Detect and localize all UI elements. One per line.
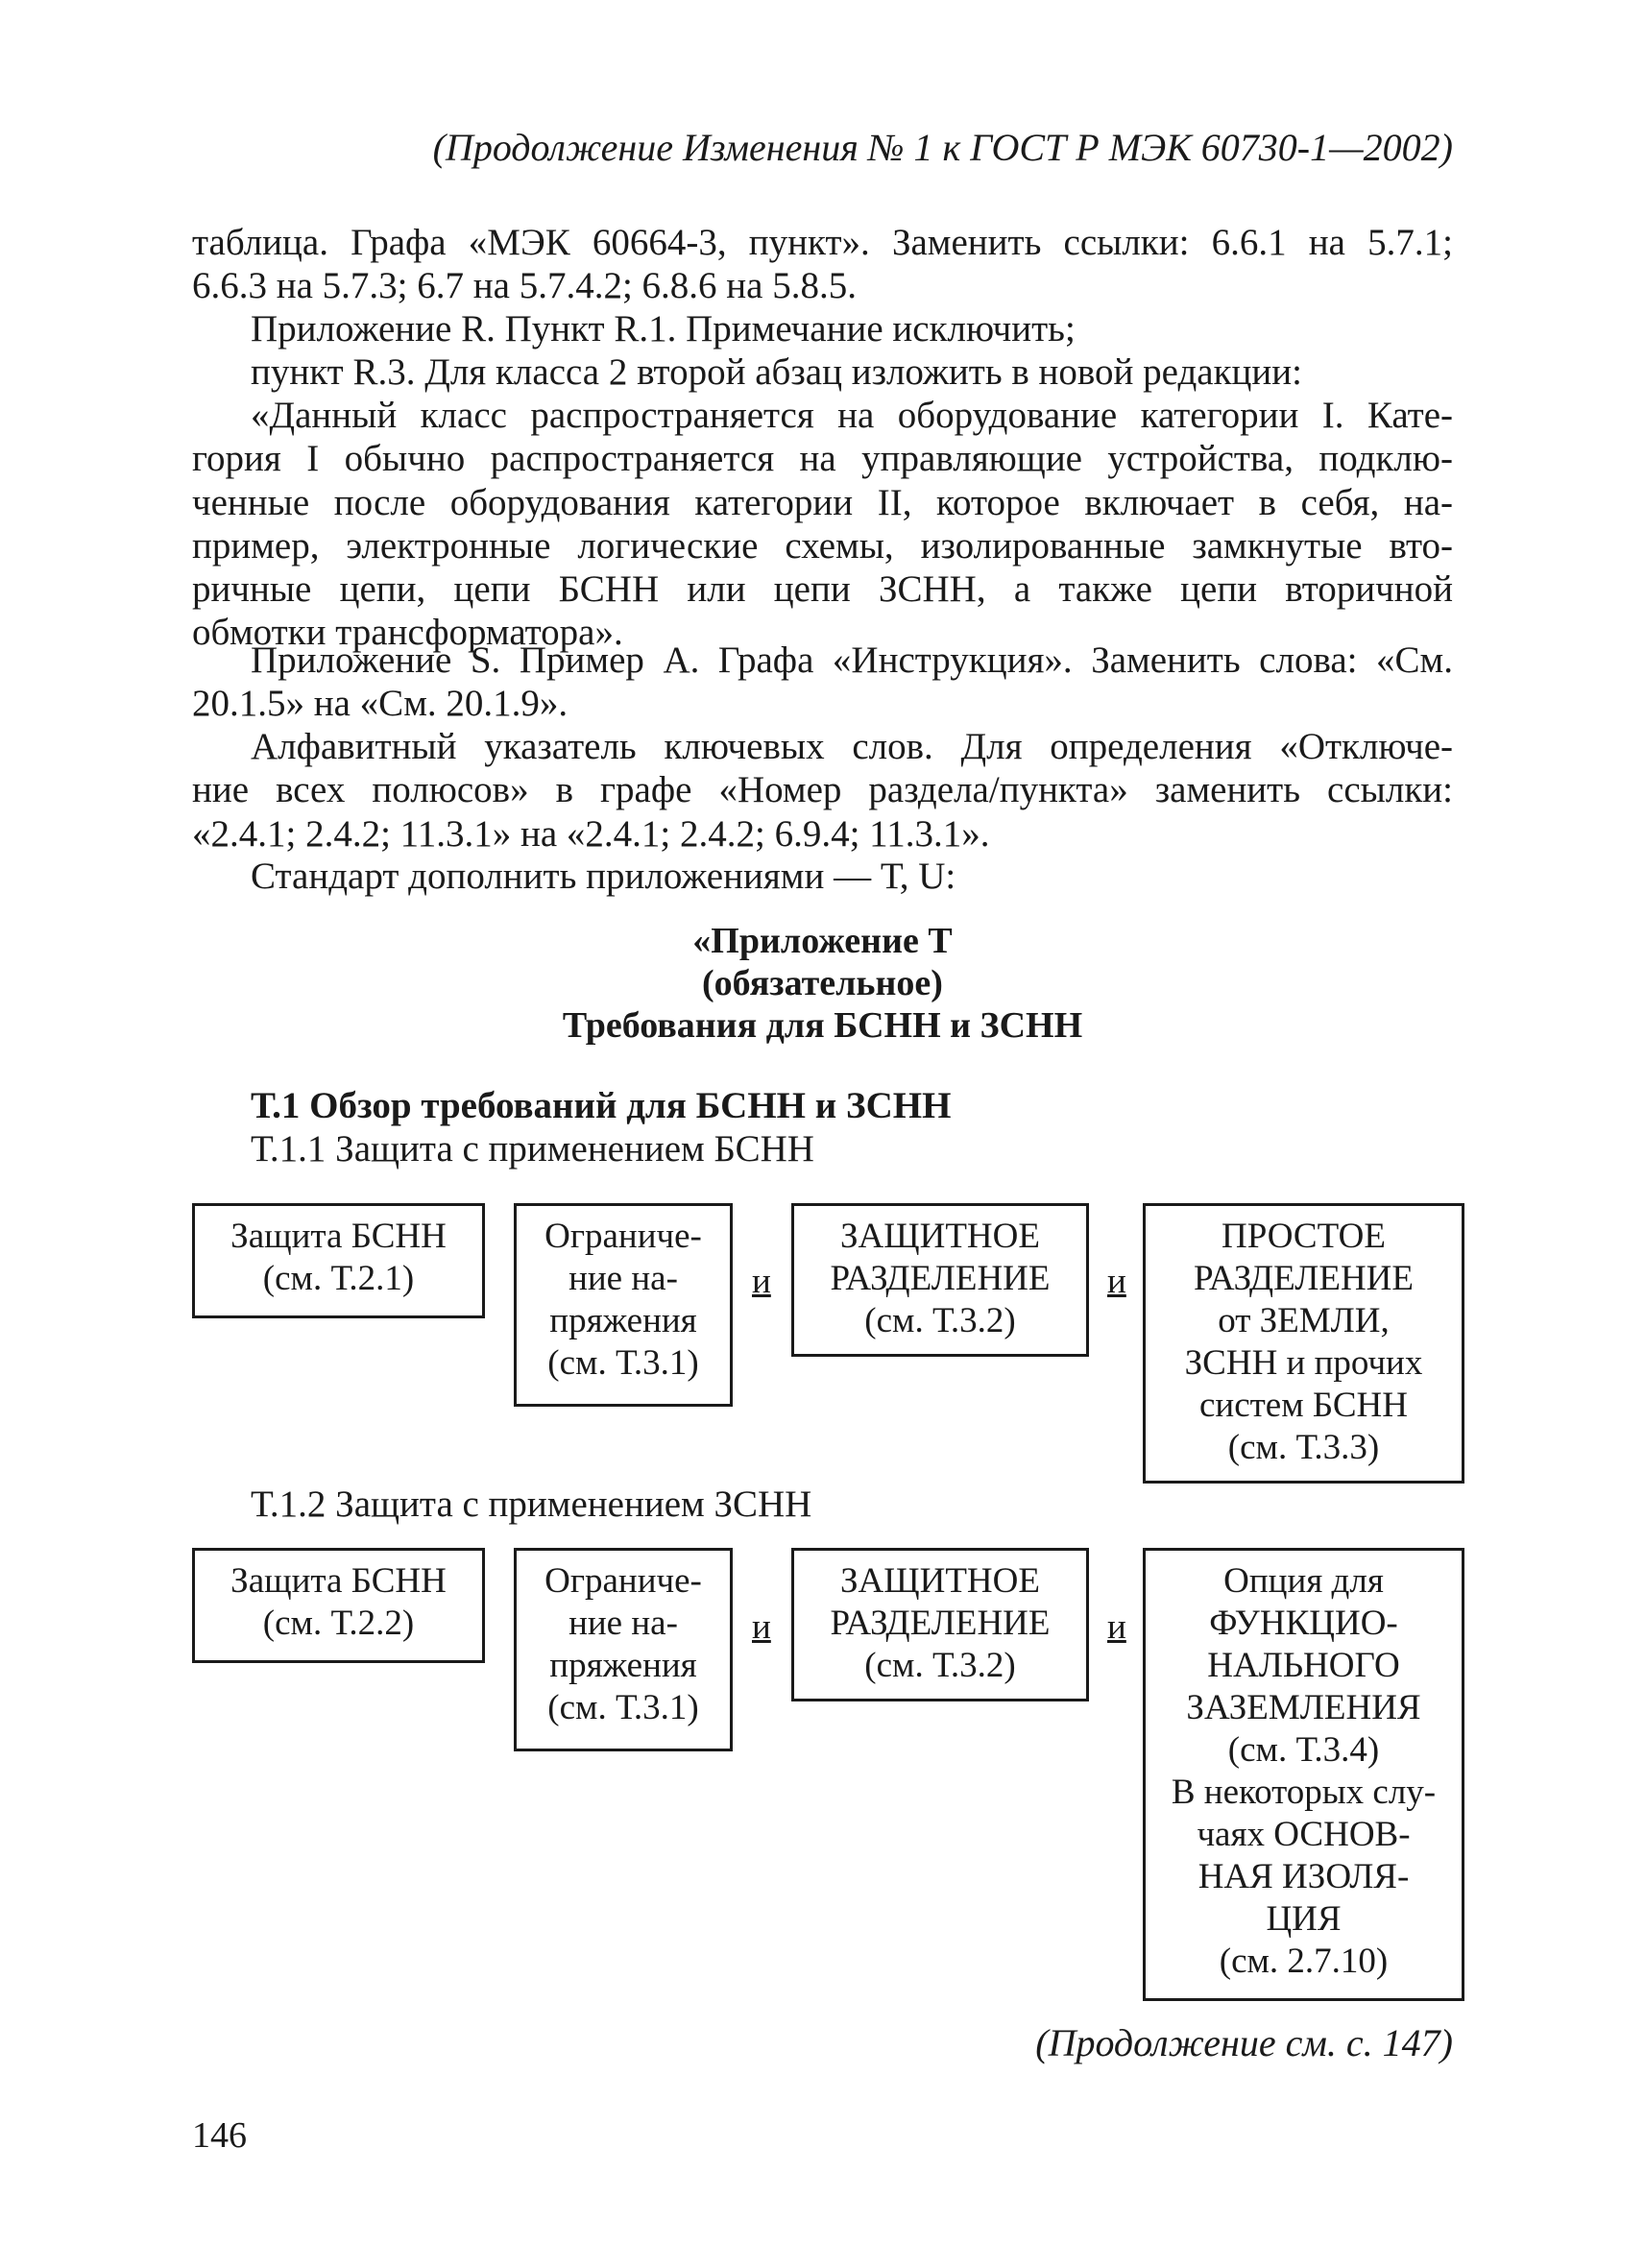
text-line: «Данный класс распространяется на оборудование категории I. Кате- <box>251 395 1453 436</box>
text-line: 20.1.5» на «См. 20.1.9». <box>192 683 568 725</box>
diagram2-box-functional-earthing <box>1143 1548 1464 2001</box>
diagram1-box-voltage-limit <box>514 1203 733 1407</box>
box-line: (см. Т.3.4) <box>1227 1730 1380 1770</box>
box-line: РАЗДЕЛЕНИЕ <box>1193 1259 1414 1298</box>
box-line: ЗСНН и прочих <box>1184 1343 1423 1383</box>
text-line: ричные цепи, цепи БСНН или цепи ЗСНН, а также цепи вторичной <box>192 568 1453 611</box>
box-line: РАЗДЕЛЕНИЕ <box>830 1259 1051 1298</box>
text-line: Приложение R. Пункт R.1. Примечание исключить; <box>251 308 1076 350</box>
page-number: 146 <box>192 2115 247 2156</box>
text-line: пункт R.3. Для класса 2 второй абзац изложить в новой редакции: <box>251 351 1303 393</box>
box-line: РАЗДЕЛЕНИЕ <box>830 1604 1051 1643</box>
appendix-heading <box>192 920 1453 1047</box>
box-line: пряжения <box>549 1646 697 1685</box>
paragraph-table-refs <box>192 221 1453 308</box>
box-line: ние на- <box>568 1604 678 1643</box>
text-line: Приложение S. Пример А. Графа «Инструкция». Заменить слова: «См. <box>251 639 1453 681</box>
diagram1-box-simple-separation <box>1143 1203 1464 1484</box>
text-line: ние всех полюсов» в графе «Номер раздела/пункта» заменить ссылки: <box>192 769 1453 811</box>
box-line: (см. Т.3.1) <box>547 1688 699 1727</box>
box-line: пряжения <box>549 1301 697 1340</box>
subsection-1-title: Т.1.1 Защита с применением БСНН <box>251 1128 814 1170</box>
box-line: Ограниче- <box>544 1217 702 1256</box>
paragraph-appendix-r1 <box>192 307 1453 350</box>
appendix-name: Требования для БСНН и ЗСНН <box>562 1005 1083 1046</box>
diagram2-box-protection <box>192 1548 485 1663</box>
section-title: Т.1 Обзор требований для БСНН и ЗСНН <box>251 1085 952 1126</box>
box-line: (см. Т.2.2) <box>262 1604 415 1643</box>
box-line: чаях ОСНОВ- <box>1197 1815 1411 1854</box>
running-header: (Продолжение Изменения № 1 к ГОСТ Р МЭК 60730-1—2002) <box>432 126 1453 169</box>
box-line: (см. Т.3.2) <box>864 1646 1016 1685</box>
box-line: ЗАЩИТНОЕ <box>840 1217 1040 1256</box>
continuation-note: (Продолжение см. с. 147) <box>1035 2021 1453 2064</box>
box-line: Опция для <box>1223 1561 1384 1601</box>
diagram1-box-protective-separation <box>791 1203 1089 1357</box>
box-line: систем БСНН <box>1198 1386 1408 1425</box>
box-line: ФУНКЦИО- <box>1209 1604 1398 1643</box>
box-line: (см. Т.2.1) <box>262 1259 415 1298</box>
diagram2-and-2: и <box>1107 1607 1126 1647</box>
text-line: обмотки трансформатора». <box>192 612 623 654</box>
box-line: (см. Т.3.2) <box>864 1301 1016 1340</box>
diagram2-box-protective-separation <box>791 1548 1089 1701</box>
box-line: Защита БСНН <box>230 1217 447 1256</box>
text-line: таблица. Графа «МЭК 60664-3, пункт». Заменить ссылки: 6.6.1 на 5.7.1; <box>192 222 1453 263</box>
box-line: ЦИЯ <box>1266 1899 1342 1939</box>
paragraph-index <box>192 725 1453 856</box>
diagram2-box-voltage-limit <box>514 1548 733 1751</box>
diagram1-box-protection <box>192 1203 485 1318</box>
box-line: ние на- <box>568 1259 678 1298</box>
box-line: (см. 2.7.10) <box>1219 1942 1389 1981</box>
paragraph-add-appendices <box>192 855 1453 898</box>
box-line: ЗАЗЕМЛЕНИЯ <box>1186 1688 1421 1727</box>
appendix-status: (обязательное) <box>702 963 943 1003</box>
text-line: Алфавитный указатель ключевых слов. Для определения «Отключе- <box>251 726 1453 767</box>
text-line: гория I обычно распространяется на управляющие устройства, подклю- <box>192 438 1453 480</box>
box-line: Защита БСНН <box>230 1561 447 1601</box>
diagram1-and-1: и <box>752 1262 771 1301</box>
paragraph-appendix-s <box>192 639 1453 726</box>
paragraph-appendix-r3 <box>192 350 1453 394</box>
box-line: (см. Т.3.3) <box>1227 1428 1380 1467</box>
box-line: ПРОСТОЕ <box>1221 1217 1387 1256</box>
appendix-title: «Приложение Т <box>692 921 953 961</box>
text-line: ченные после оборудования категории II, которое включает в себя, на- <box>192 481 1453 523</box>
text-line: Стандарт дополнить приложениями — Т, U: <box>251 856 956 897</box>
text-line: 6.6.3 на 5.7.3; 6.7 на 5.7.4.2; 6.8.6 на 5.8.5. <box>192 265 857 307</box>
diagram1-and-2: и <box>1107 1262 1126 1301</box>
text-line: пример, электронные логические схемы, изолированные замкнутые вто- <box>192 524 1453 567</box>
subsection-2-title: Т.1.2 Защита с применением ЗСНН <box>251 1484 812 1525</box>
box-line: (см. Т.3.1) <box>547 1343 699 1383</box>
box-line: НАЛЬНОГО <box>1207 1646 1400 1685</box>
diagram2-and-1: и <box>752 1607 771 1647</box>
text-line: «2.4.1; 2.4.2; 11.3.1» на «2.4.1; 2.4.2; 6.9.4; 11.3.1». <box>192 812 990 855</box>
paragraph-class-quote <box>192 394 1453 655</box>
box-line: В некоторых слу- <box>1171 1773 1437 1812</box>
box-line: Ограниче- <box>544 1561 702 1601</box>
box-line: ЗАЩИТНОЕ <box>840 1561 1040 1601</box>
box-line: НАЯ ИЗОЛЯ- <box>1197 1857 1410 1896</box>
box-line: от ЗЕМЛИ, <box>1218 1301 1390 1340</box>
